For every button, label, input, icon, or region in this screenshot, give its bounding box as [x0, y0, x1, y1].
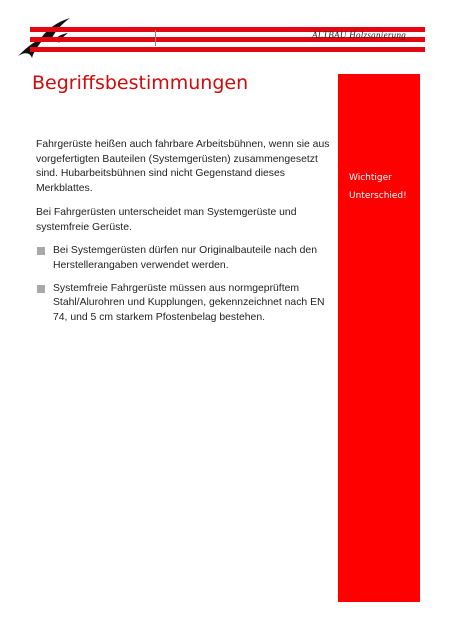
- page-title: Begriffsbestimmungen: [32, 72, 249, 94]
- header-divider: [155, 30, 156, 46]
- header-stripe: [30, 47, 425, 52]
- paragraph: Bei Fahrgerüsten unterscheidet man Systemgerüste und systemfreie Gerüste.: [36, 206, 297, 233]
- list-item-text: Systemfreie Fahrgerüste müssen aus normgeprüftem Stahl/Alurohren und Kupplungen, gekennzeichnet nach EN 74, und 5 cm starkem Pfostenbelag bestehen.: [53, 282, 325, 324]
- bullet-list: [36, 244, 332, 326]
- side-note: Wichtiger Unterschied!: [349, 173, 407, 201]
- square-bullet-icon: [37, 285, 45, 293]
- side-panel: [338, 74, 420, 602]
- brand-name: ALTBAU Holzsanierung: [312, 30, 407, 40]
- list-item-text: Bei Systemgerüsten dürfen nur Originalbauteile nach den Herstellerangaben verwendet werden.: [53, 245, 317, 271]
- list-item: [36, 244, 332, 273]
- list-item: [36, 282, 332, 326]
- paragraph: Fahrgerüste heißen auch fahrbare Arbeitsbühnen, wenn sie aus vorgefertigten Bauteilen (Systemgerüsten) zusammengesetzt sind. Hubarbeitsbühnen sind nicht Gegenstand dieses Merkblattes.: [36, 139, 330, 195]
- body-text: [36, 138, 332, 334]
- page-header: [0, 0, 452, 60]
- square-bullet-icon: [37, 247, 45, 255]
